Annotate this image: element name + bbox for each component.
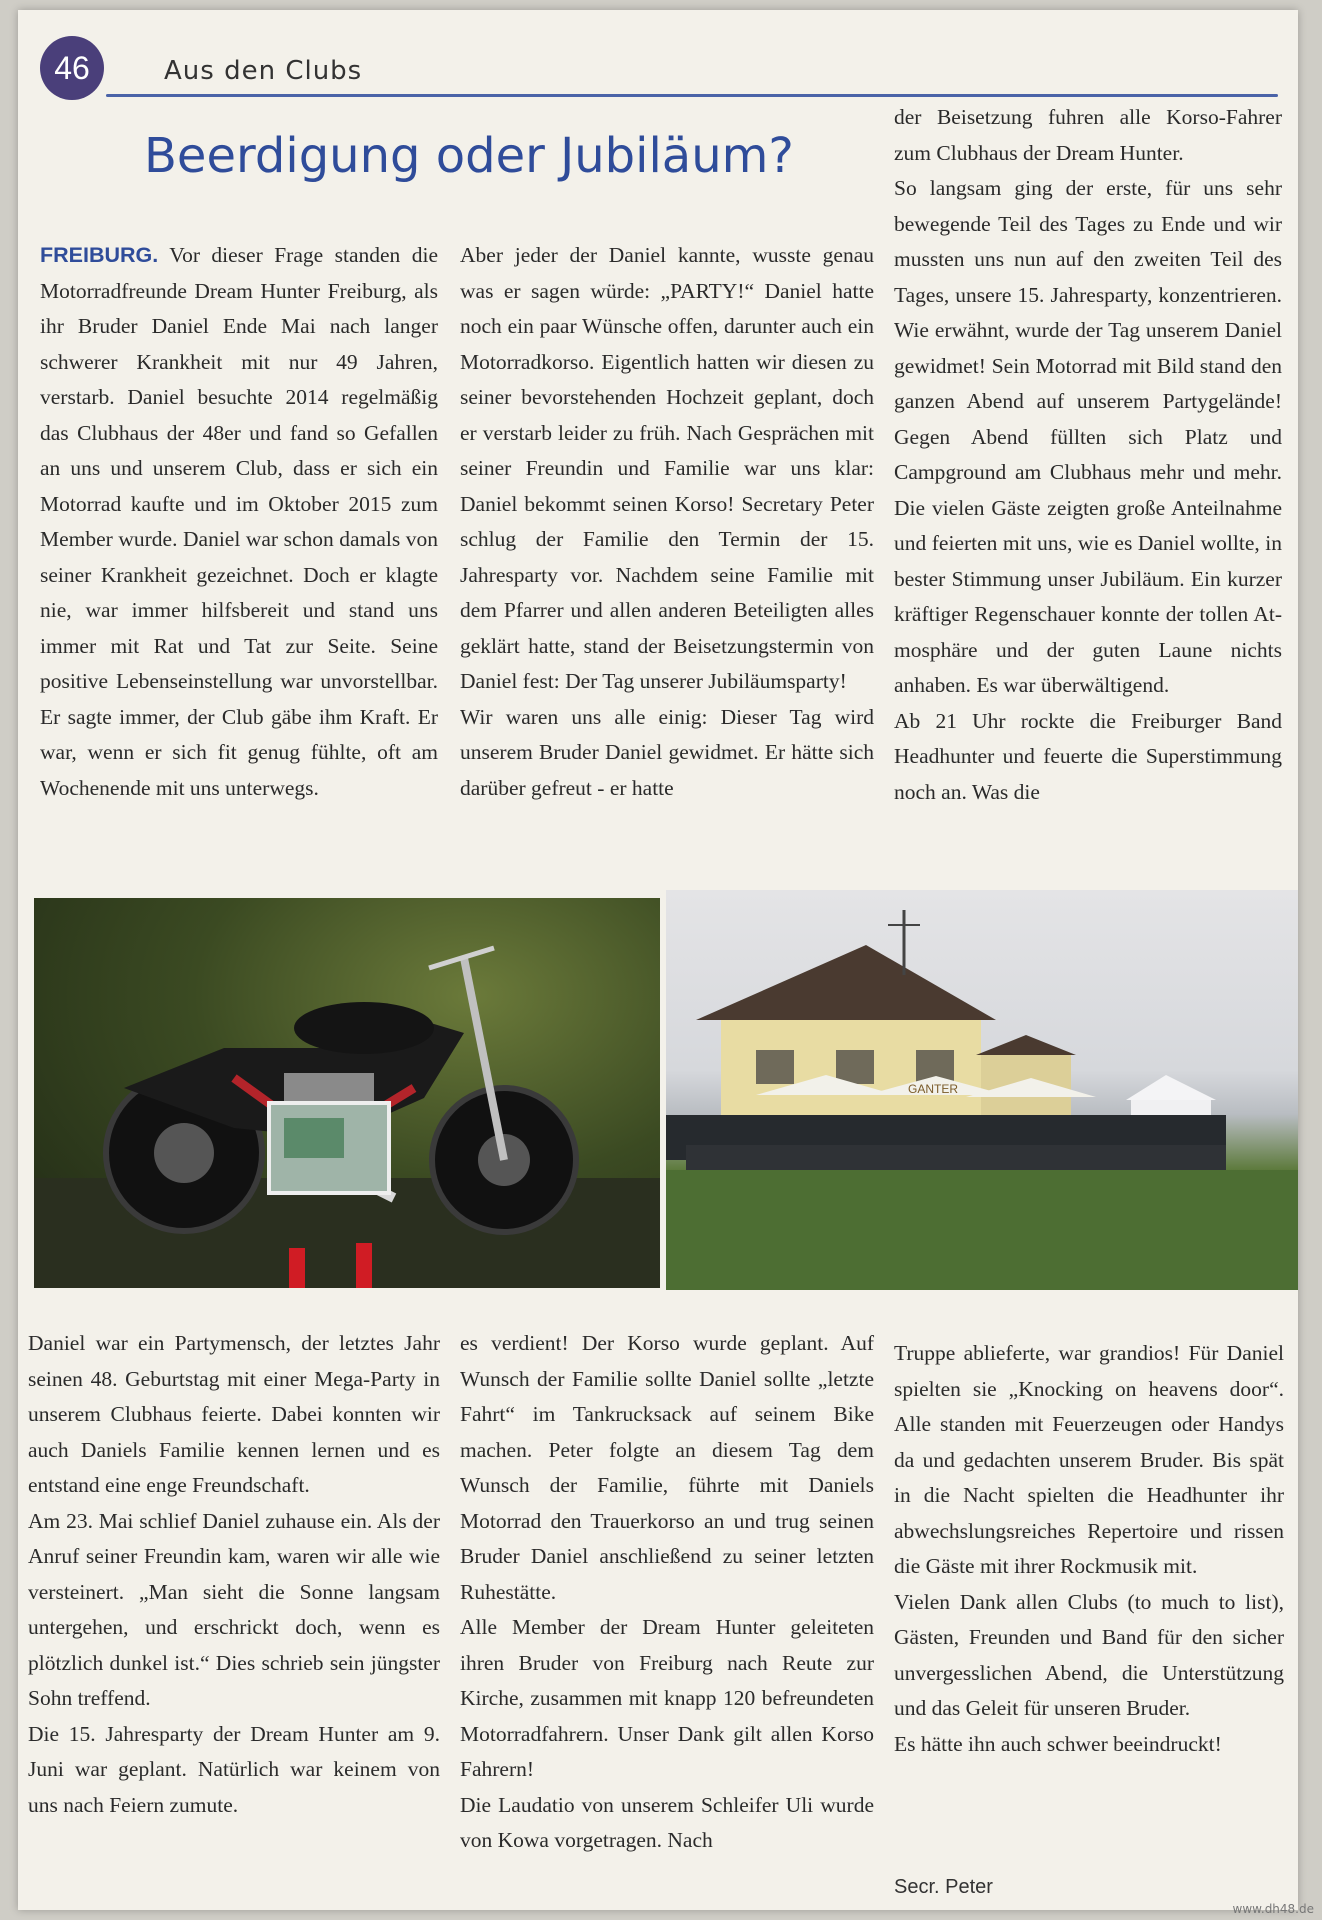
motorcycle-photo bbox=[34, 898, 660, 1288]
motorcycle-illustration bbox=[34, 898, 660, 1288]
paragraph: Alle Member der Dream Hunter geleiteten ihren Bruder von Freiburg nach Reute zur Kirche, zusammen mit knapp 120 befreundeten Motorradfahrern. Unser Dank gilt allen Korso Fahrern! bbox=[460, 1615, 874, 1781]
watermark: www.dh48.de bbox=[1232, 1902, 1314, 1916]
author-signature: Secr. Peter bbox=[894, 1876, 993, 1898]
text-column-3 bbox=[894, 100, 1282, 810]
paragraph-text: Vor dieser Frage standen die Motorradfreunde Dream Hunter Freiburg, als ihr Bruder Daniel Ende Mai nach langer schwerer Krankheit mit nur 49 Jahren, verstarb. Daniel besuchte 2014 regelmäßig das Clubhaus der 48er und fand so Gefallen an uns und unserem Club, dass er sich ein Motorrad kaufte und im Oktober 2015 zum Member wurde. Daniel war schon damals von seiner Krankheit gezeichnet. Doch er klagte nie, war immer hilfsbereit und stand uns immer mit Rat und Tat zur Seite. Seine positive Lebenseinstellung war unvorstellbar. Er sagte immer, der Club gäbe ihm Kraft. Er war, wenn er sich fit genug fühlte, oft am Wochenende mit uns unterwegs. bbox=[40, 243, 438, 800]
clubhouse-photo bbox=[666, 890, 1298, 1290]
paragraph: Vielen Dank allen Clubs (to much to list), Gästen, Freunden und Band für den sicher unvergesslichen Abend, die Unterstützung und das Geleit für unseren Bruder. bbox=[894, 1589, 1284, 1720]
section-label: Aus den Clubs bbox=[164, 56, 363, 86]
paragraph: Die 15. Jahresparty der Dream Hunter am 9. Juni war geplant. Natürlich war keinem von uns nach Feiern zumute. bbox=[28, 1721, 440, 1817]
paragraph: Es hätte ihn auch schwer beeindruckt! bbox=[894, 1731, 1222, 1756]
umbrella-text: GANTER bbox=[908, 1082, 959, 1096]
text-column-5 bbox=[460, 1326, 874, 1859]
paragraph bbox=[40, 238, 438, 806]
paragraph: Am 23. Mai schlief Daniel zuhause ein. Als der Anruf seiner Freundin kam, waren wir alle wie versteinert. „Man sieht die Sonne langsam untergehen, und erschrickt doch, wenn es plötzlich dunkel ist.“ Dies schrieb sein jüngster Sohn treffend. bbox=[28, 1508, 440, 1710]
clubhouse-illustration bbox=[666, 890, 1298, 1290]
text-column-1 bbox=[40, 238, 438, 806]
paragraph: der Beisetzung fuhren alle Korso-Fahrer zum Clubhaus der Dream Hunter. bbox=[894, 105, 1282, 165]
paragraph: Ab 21 Uhr rockte die Freiburger Band Headhunter und feuerte die Superstimmung noch an. Was die bbox=[894, 708, 1282, 804]
magazine-page bbox=[18, 10, 1298, 1910]
paragraph: So langsam ging der erste, für uns sehr bewegende Teil des Tages zu Ende und wir mussten uns nun auf den zweiten Teil des Tages, unsere 15. Jahresparty, konzentrieren. Wie erwähnt, wurde der Tag unserem Daniel gewidmet! Sein Motorrad mit Bild stand den ganzen Abend auf unserem Partygelände! Gegen Abend füllten sich Platz und Campground am Clubhaus mehr und mehr. Die vielen Gäste zeigten große Anteilnahme und feierten mit uns, wie es Daniel wollte, in bester Stimmung unser Jubiläum. Ein kurzer kräftiger Regenschauer konnte der tollen Atmosphäre und der guten Laune nichts anhaben. Es war überwältigend. bbox=[894, 176, 1282, 697]
paragraph: Aber jeder der Daniel kannte, wusste genau was er sagen würde: „PARTY!“ Daniel hatte noch ein paar Wünsche offen, darunter auch ein Motorradkorso. Eigentlich hatten wir diesen zu seiner bevorstehenden Hochzeit geplant, doch er verstarb leider zu früh. Nach Gesprächen mit seiner Freundin und Familie war uns klar: Daniel bekommt seinen Korso! Secretary Peter schlug der Familie den Termin der 15. Jahresparty vor. Nachdem seine Familie mit dem Pfarrer und allen anderen Beteiligten alles geklärt hatte, stand der Beisetzungstermin von Daniel fest: Der Tag unserer Jubiläumsparty! bbox=[460, 243, 874, 693]
header-rule bbox=[106, 94, 1278, 97]
text-column-4 bbox=[28, 1326, 440, 1823]
text-column-6 bbox=[894, 1336, 1284, 1762]
paragraph: Wir waren uns alle einig: Dieser Tag wird unserem Bruder Daniel gewidmet. Er hätte sich darüber gefreut - er hatte bbox=[460, 704, 874, 800]
page-number-badge: 46 bbox=[40, 36, 104, 100]
paragraph: Truppe ablieferte, war grandios! Für Daniel spielten sie „Knocking on heavens door“. Alle standen mit Feuerzeugen oder Handys da und gedachten unserem Bruder. Bis spät in die Nacht spielten die Headhunter ihr abwechslungsreiches Repertoire und rissen die Gäste mit ihrer Rockmusik mit. bbox=[894, 1341, 1284, 1578]
dateline: FREIBURG. bbox=[40, 243, 159, 267]
paragraph: Daniel war ein Partymensch, der letztes Jahr seinen 48. Geburtstag mit einer Mega-Party in unserem Clubhaus feierte. Dabei konnten wir auch Daniels Familie kennen lernen und es entstand eine enge Freundschaft. bbox=[28, 1331, 440, 1497]
paragraph: es verdient! Der Korso wurde geplant. Auf Wunsch der Familie sollte Daniel sollte „letzte Fahrt“ im Tankrucksack auf seinem Bike machen. Peter folgte an diesem Tag dem Wunsch der Familie, führte mit Daniels Motorrad den Trauerkorso an und trug seinen Bruder Daniel anschließend zu seiner letzten Ruhestätte. bbox=[460, 1331, 874, 1604]
article-title: Beerdigung oder Jubiläum? bbox=[144, 128, 794, 184]
text-column-2 bbox=[460, 238, 874, 806]
paragraph: Die Laudatio von unserem Schleifer Uli wurde von Kowa vorgetragen. Nach bbox=[460, 1792, 874, 1852]
